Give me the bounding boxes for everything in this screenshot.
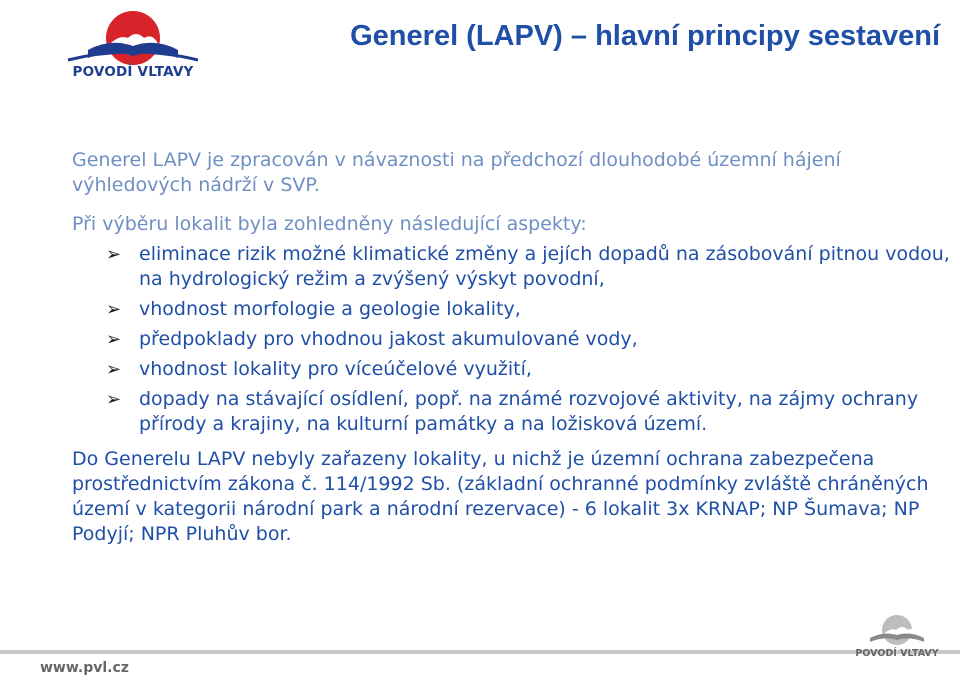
intro-paragraph: Generel LAPV je zpracován v návaznosti na předchozí dlouhodobé územní hájení výhledových nádrží v SVP. [72,149,841,196]
aspects-list [72,242,952,437]
footer-logo-emblem-icon [842,612,952,648]
arrow-bullet-icon: ➢ [106,329,122,350]
arrow-bullet-icon: ➢ [106,359,122,380]
list-item [72,327,952,352]
logo-text: POVODÍ VLTAVY [72,64,194,80]
arrow-bullet-icon: ➢ [106,244,122,265]
aspects-heading: Při výběru lokalit byla zohledněny následující aspekty: [72,213,587,235]
povodi-vltavy-logo [58,8,208,84]
list-item [72,387,952,437]
bullet-text: vhodnost lokality pro víceúčelové využití, [139,358,532,380]
footer-divider [0,650,960,654]
list-item [72,242,952,292]
footer-logo-text: POVODÍ VLTAVY [855,648,939,659]
slide-content [72,148,952,547]
logo-emblem-icon [58,8,208,68]
list-item [72,297,952,322]
footer-url[interactable]: www.pvl.cz [40,660,129,676]
list-item [72,357,952,382]
arrow-bullet-icon: ➢ [106,389,122,410]
bullet-text: dopady na stávající osídlení, popř. na známé rozvojové aktivity, na zájmy ochrany přírody a krajiny, na kulturní památky a na ložisková území. [139,388,919,435]
bullet-text: předpoklady pro vhodnou jakost akumulované vody, [139,328,638,350]
arrow-bullet-icon: ➢ [106,299,122,320]
bullet-text: eliminace rizik možné klimatické změny a jejích dopadů na zásobování pitnou vodou, na hydrologický režim a zvýšený výskyt povodní, [139,243,950,290]
footer [0,638,960,680]
bullet-text: vhodnost morfologie a geologie lokality, [139,298,521,320]
page-title: Generel (LAPV) – hlavní principy sestavení [350,20,940,52]
closing-paragraph: Do Generelu LAPV nebyly zařazeny lokality, u nichž je územní ochrana zabezpečena prostřednictvím zákona č. 114/1992 Sb. (základní ochranné podmínky zvláště chráněných území v kategorii národní park a národní rezervace) - 6 lokalit 3x KRNAP; NP Šumava; NP Podyjí; NPR Pluhův bor. [72,448,929,545]
footer-logo [842,612,952,664]
